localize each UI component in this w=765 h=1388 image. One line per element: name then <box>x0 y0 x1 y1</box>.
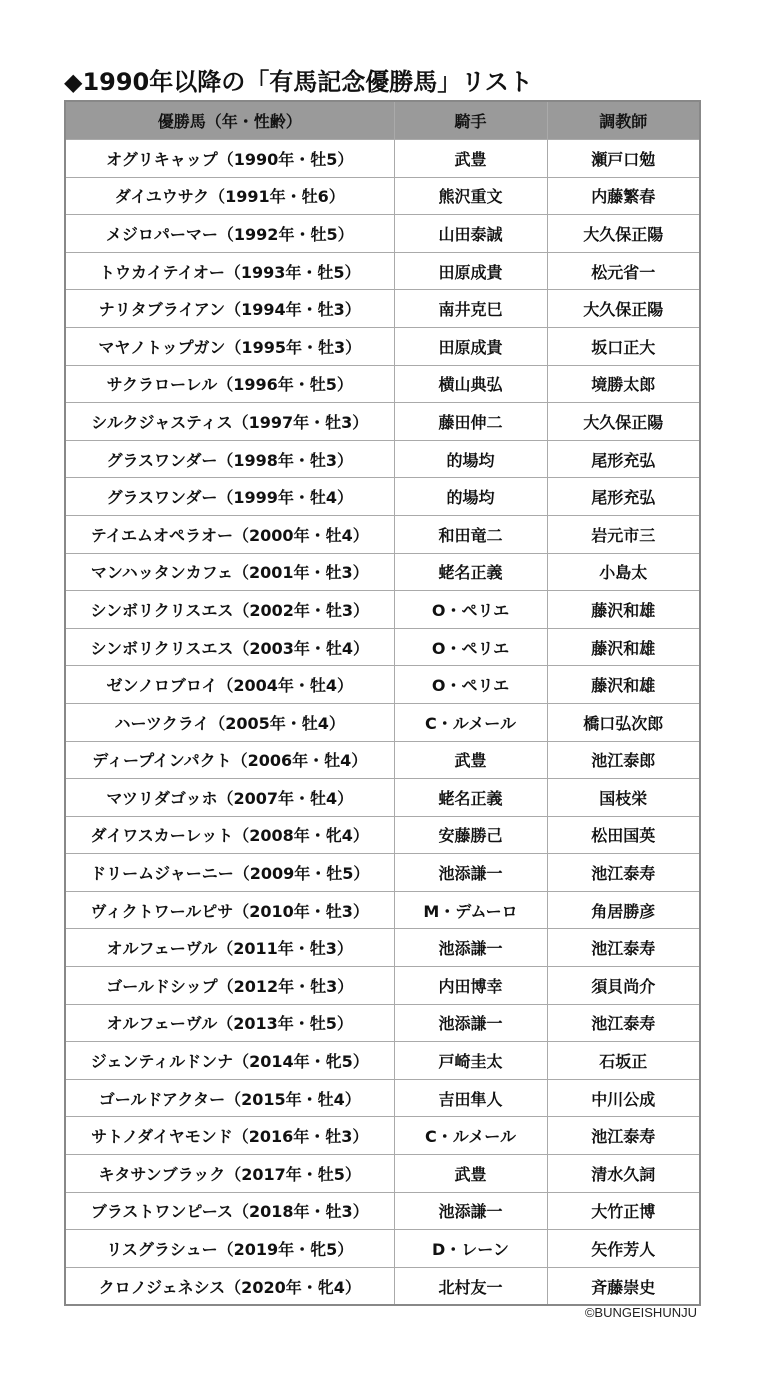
cell-horse: ドリームジャーニー（2009年・牡5） <box>65 854 394 892</box>
cell-trainer: 尾形充弘 <box>547 440 700 478</box>
table-row <box>65 854 700 892</box>
table-row <box>65 1192 700 1230</box>
table-row <box>65 591 700 629</box>
cell-trainer: 瀬戸口勉 <box>547 140 700 178</box>
cell-trainer: 池江泰寿 <box>547 1004 700 1042</box>
cell-trainer: 境勝太郎 <box>547 365 700 403</box>
cell-horse: グラスワンダー（1998年・牡3） <box>65 440 394 478</box>
cell-jockey: 田原成貴 <box>394 252 547 290</box>
cell-jockey: 的場均 <box>394 478 547 516</box>
page-title: ◆1990年以降の「有馬記念優勝馬」リスト <box>64 68 533 96</box>
cell-horse: マンハッタンカフェ（2001年・牡3） <box>65 553 394 591</box>
table-row <box>65 703 700 741</box>
cell-trainer: 中川公成 <box>547 1079 700 1117</box>
cell-trainer: 岩元市三 <box>547 515 700 553</box>
table-row <box>65 553 700 591</box>
table-row <box>65 666 700 704</box>
cell-jockey: 蛯名正義 <box>394 553 547 591</box>
cell-jockey: C・ルメール <box>394 1117 547 1155</box>
table-row <box>65 478 700 516</box>
cell-horse: ヴィクトワールピサ（2010年・牡3） <box>65 891 394 929</box>
table-row <box>65 140 700 178</box>
cell-trainer: 大久保正陽 <box>547 290 700 328</box>
cell-trainer: 石坂正 <box>547 1042 700 1080</box>
cell-horse: キタサンブラック（2017年・牡5） <box>65 1155 394 1193</box>
cell-horse: マツリダゴッホ（2007年・牡4） <box>65 779 394 817</box>
table-row <box>65 1267 700 1305</box>
table-row <box>65 1155 700 1193</box>
cell-horse: テイエムオペラオー（2000年・牡4） <box>65 515 394 553</box>
cell-trainer: 藤沢和雄 <box>547 628 700 666</box>
cell-horse: サクラローレル（1996年・牡5） <box>65 365 394 403</box>
cell-jockey: 山田泰誠 <box>394 215 547 253</box>
cell-jockey: 的場均 <box>394 440 547 478</box>
cell-trainer: 池江泰郎 <box>547 741 700 779</box>
table-row <box>65 779 700 817</box>
cell-trainer: 坂口正大 <box>547 327 700 365</box>
table-row <box>65 741 700 779</box>
cell-trainer: 松田国英 <box>547 816 700 854</box>
copyright-credit: ©BUNGEISHUNJU <box>584 1305 697 1320</box>
cell-horse: クロノジェネシス（2020年・牝4） <box>65 1267 394 1305</box>
cell-jockey: 藤田伸二 <box>394 403 547 441</box>
header-horse: 優勝馬（年・性齢） <box>65 101 394 140</box>
cell-horse: ブラストワンピース（2018年・牡3） <box>65 1192 394 1230</box>
cell-trainer: 矢作芳人 <box>547 1230 700 1268</box>
table-row <box>65 177 700 215</box>
header-jockey: 騎手 <box>394 101 547 140</box>
cell-horse: ジェンティルドンナ（2014年・牝5） <box>65 1042 394 1080</box>
cell-jockey: 吉田隼人 <box>394 1079 547 1117</box>
table-row <box>65 1042 700 1080</box>
cell-horse: オルフェーヴル（2011年・牡3） <box>65 929 394 967</box>
cell-jockey: 池添謙一 <box>394 1004 547 1042</box>
cell-horse: グラスワンダー（1999年・牡4） <box>65 478 394 516</box>
table-header-row <box>65 101 700 140</box>
cell-jockey: 武豊 <box>394 1155 547 1193</box>
cell-horse: オルフェーヴル（2013年・牡5） <box>65 1004 394 1042</box>
cell-jockey: 安藤勝己 <box>394 816 547 854</box>
table-row <box>65 515 700 553</box>
table-row <box>65 215 700 253</box>
cell-jockey: 池添謙一 <box>394 929 547 967</box>
cell-trainer: 橋口弘次郎 <box>547 703 700 741</box>
table-body <box>65 140 700 1306</box>
table-row <box>65 967 700 1005</box>
cell-trainer: 池江泰寿 <box>547 1117 700 1155</box>
cell-trainer: 大竹正博 <box>547 1192 700 1230</box>
cell-horse: ダイワスカーレット（2008年・牝4） <box>65 816 394 854</box>
table-row <box>65 440 700 478</box>
cell-trainer: 斉藤崇史 <box>547 1267 700 1305</box>
cell-jockey: D・レーン <box>394 1230 547 1268</box>
table-row <box>65 252 700 290</box>
table-row <box>65 1079 700 1117</box>
cell-jockey: 熊沢重文 <box>394 177 547 215</box>
cell-horse: シルクジャスティス（1997年・牡3） <box>65 403 394 441</box>
cell-horse: シンボリクリスエス（2003年・牡4） <box>65 628 394 666</box>
cell-horse: オグリキャップ（1990年・牡5） <box>65 140 394 178</box>
cell-trainer: 尾形充弘 <box>547 478 700 516</box>
cell-jockey: 戸崎圭太 <box>394 1042 547 1080</box>
cell-horse: ハーツクライ（2005年・牡4） <box>65 703 394 741</box>
cell-trainer: 大久保正陽 <box>547 403 700 441</box>
table-row <box>65 1230 700 1268</box>
cell-jockey: O・ペリエ <box>394 628 547 666</box>
cell-horse: シンボリクリスエス（2002年・牡3） <box>65 591 394 629</box>
cell-jockey: 横山典弘 <box>394 365 547 403</box>
cell-trainer: 須貝尚介 <box>547 967 700 1005</box>
table-row <box>65 327 700 365</box>
cell-horse: ゴールドアクター（2015年・牡4） <box>65 1079 394 1117</box>
cell-jockey: 池添謙一 <box>394 1192 547 1230</box>
table-row <box>65 929 700 967</box>
table-row <box>65 365 700 403</box>
cell-jockey: 蛯名正義 <box>394 779 547 817</box>
cell-jockey: 和田竜二 <box>394 515 547 553</box>
table-row <box>65 403 700 441</box>
cell-jockey: C・ルメール <box>394 703 547 741</box>
cell-horse: トウカイテイオー（1993年・牡5） <box>65 252 394 290</box>
cell-trainer: 国枝栄 <box>547 779 700 817</box>
cell-jockey: O・ペリエ <box>394 666 547 704</box>
table-row <box>65 628 700 666</box>
cell-jockey: O・ペリエ <box>394 591 547 629</box>
cell-jockey: 北村友一 <box>394 1267 547 1305</box>
cell-horse: ナリタブライアン（1994年・牡3） <box>65 290 394 328</box>
cell-jockey: 武豊 <box>394 140 547 178</box>
table-row <box>65 891 700 929</box>
header-trainer: 調教師 <box>547 101 700 140</box>
cell-horse: ゴールドシップ（2012年・牡3） <box>65 967 394 1005</box>
cell-trainer: 松元省一 <box>547 252 700 290</box>
cell-jockey: 池添謙一 <box>394 854 547 892</box>
cell-trainer: 大久保正陽 <box>547 215 700 253</box>
cell-trainer: 藤沢和雄 <box>547 591 700 629</box>
table-row <box>65 816 700 854</box>
cell-jockey: 内田博幸 <box>394 967 547 1005</box>
cell-trainer: 清水久詞 <box>547 1155 700 1193</box>
cell-horse: マヤノトップガン（1995年・牡3） <box>65 327 394 365</box>
cell-horse: リスグラシュー（2019年・牝5） <box>65 1230 394 1268</box>
cell-horse: ディープインパクト（2006年・牡4） <box>65 741 394 779</box>
cell-jockey: 武豊 <box>394 741 547 779</box>
table-row <box>65 290 700 328</box>
cell-trainer: 藤沢和雄 <box>547 666 700 704</box>
cell-jockey: 南井克巳 <box>394 290 547 328</box>
table-row <box>65 1004 700 1042</box>
cell-horse: サトノダイヤモンド（2016年・牡3） <box>65 1117 394 1155</box>
cell-trainer: 角居勝彦 <box>547 891 700 929</box>
cell-trainer: 小島太 <box>547 553 700 591</box>
cell-trainer: 内藤繁春 <box>547 177 700 215</box>
winners-table <box>64 100 701 1306</box>
cell-jockey: M・デムーロ <box>394 891 547 929</box>
cell-horse: ゼンノロブロイ（2004年・牡4） <box>65 666 394 704</box>
cell-horse: ダイユウサク（1991年・牡6） <box>65 177 394 215</box>
cell-trainer: 池江泰寿 <box>547 929 700 967</box>
cell-horse: メジロパーマー（1992年・牡5） <box>65 215 394 253</box>
cell-trainer: 池江泰寿 <box>547 854 700 892</box>
table-row <box>65 1117 700 1155</box>
cell-jockey: 田原成貴 <box>394 327 547 365</box>
